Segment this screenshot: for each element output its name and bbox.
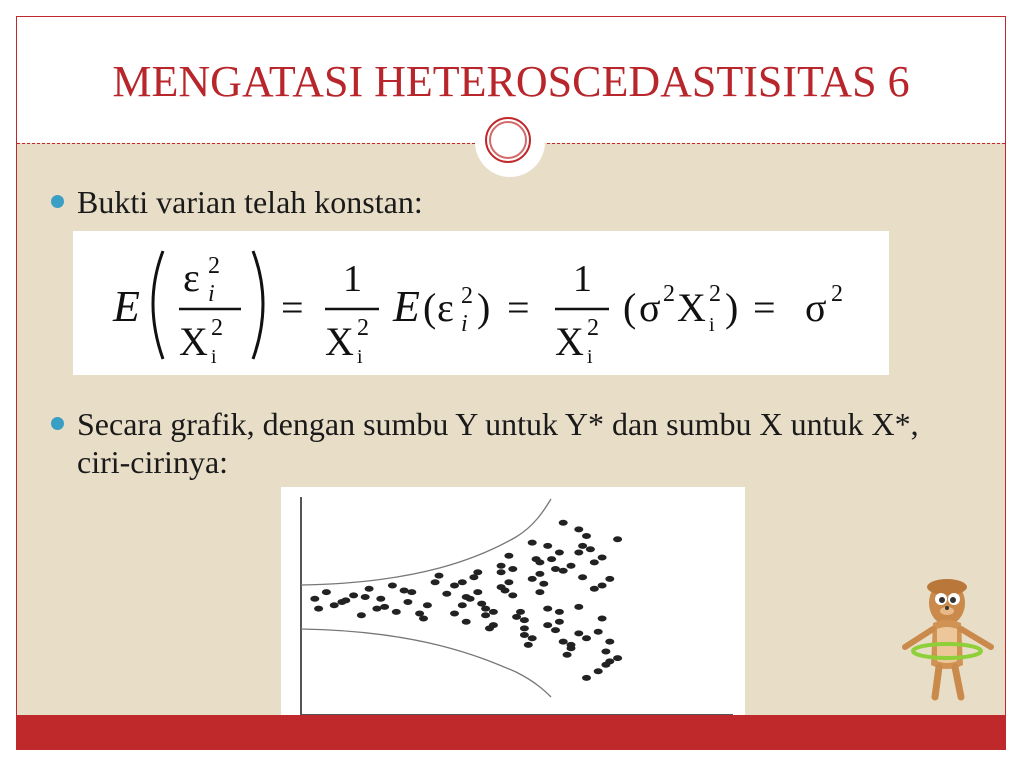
scatter-point <box>349 592 358 598</box>
scatter-point <box>330 602 339 608</box>
scatter-point <box>380 604 389 610</box>
formula-sq5: 2 <box>587 315 599 341</box>
scatter-point <box>590 559 599 565</box>
formula-sigma2: σ <box>805 285 827 330</box>
scatter-point <box>598 616 607 622</box>
scatter-point <box>392 609 401 615</box>
scatter-point <box>504 579 513 585</box>
formula-sq4: 2 <box>461 283 473 309</box>
formula-svg <box>73 231 889 375</box>
scatter-points <box>310 520 622 681</box>
scatter-point <box>520 625 529 631</box>
scatter-point <box>598 555 607 561</box>
scatter-point <box>551 566 560 572</box>
scatter-point <box>543 622 552 628</box>
scatter-point <box>559 568 568 574</box>
formula-i1: i <box>208 281 215 307</box>
scatter-point <box>341 597 350 603</box>
scatter-point <box>582 533 591 539</box>
scatter-point <box>578 574 587 580</box>
formula-sq8: 2 <box>831 281 843 307</box>
formula-eq3: = <box>753 285 776 330</box>
scatter-point <box>574 604 583 610</box>
formula-one1: 1 <box>343 258 362 300</box>
scatter-point <box>489 622 498 628</box>
scatter-point <box>415 611 424 617</box>
scatter-point <box>559 639 568 645</box>
scatter-point <box>497 569 506 575</box>
formula-image <box>73 231 889 375</box>
scatter-point <box>365 586 374 592</box>
formula-i2: i <box>211 346 217 368</box>
slide <box>16 16 1006 750</box>
formula-X3: X <box>555 319 584 364</box>
formula-X4: X <box>677 285 706 330</box>
scatter-point <box>567 563 576 569</box>
formula-i6: i <box>709 314 715 336</box>
scatter-point <box>582 675 591 681</box>
scatter-point <box>535 571 544 577</box>
formula-lp2: ( <box>623 285 637 330</box>
bullet-text: Bukti varian telah konstan: <box>77 184 423 220</box>
scatter-point <box>376 596 385 602</box>
scatter-point <box>442 591 451 597</box>
formula-i4: i <box>461 311 468 337</box>
formula-i3: i <box>357 346 363 368</box>
formula-eq1: = <box>281 285 304 330</box>
scatter-point <box>477 601 486 607</box>
scatter-point <box>361 594 370 600</box>
scatter-point <box>555 550 564 556</box>
scatter-point <box>462 594 471 600</box>
lower-envelope <box>301 629 551 697</box>
formula-one2: 1 <box>573 258 592 300</box>
scatter-point <box>520 617 529 623</box>
scatter-point <box>310 596 319 602</box>
scatter-point <box>423 602 432 608</box>
scatter-point <box>516 609 525 615</box>
scatter-point <box>578 543 587 549</box>
scatter-point <box>594 629 603 635</box>
scatter-point <box>508 592 517 598</box>
formula-E1: E <box>113 282 140 331</box>
scatter-point <box>400 588 409 594</box>
scatter-point <box>473 589 482 595</box>
scatter-point <box>613 655 622 661</box>
scatter-point <box>555 619 564 625</box>
scatter-chart <box>281 487 745 729</box>
formula-sq6: 2 <box>663 281 675 307</box>
formula-eps1: ε <box>183 255 200 300</box>
bullet-dot-icon <box>51 417 64 430</box>
formula-eq2: = <box>507 285 530 330</box>
scatter-point <box>528 576 537 582</box>
scatter-point <box>314 606 323 612</box>
scatter-point <box>497 563 506 569</box>
footer-bar <box>17 715 1005 749</box>
scatter-point <box>590 586 599 592</box>
scatter-point <box>563 652 572 658</box>
scatter-point <box>594 668 603 674</box>
scatter-point <box>535 559 544 565</box>
scatter-point <box>535 589 544 595</box>
bullet-item-2 <box>57 405 977 481</box>
scatter-point <box>435 573 444 579</box>
scatter-point <box>357 612 366 618</box>
scatter-point <box>601 649 610 655</box>
scatter-point <box>388 583 397 589</box>
scatter-point <box>407 589 416 595</box>
formula-sq1: 2 <box>208 253 220 279</box>
scatter-point <box>458 579 467 585</box>
scatter-point <box>458 602 467 608</box>
scatter-point <box>322 589 331 595</box>
scatter-point <box>481 612 490 618</box>
scatter-point <box>559 520 568 526</box>
scatter-point <box>598 583 607 589</box>
scatter-point <box>605 576 614 582</box>
formula-sq7: 2 <box>709 281 721 307</box>
formula-X1: X <box>179 319 208 364</box>
scatter-point <box>605 639 614 645</box>
scatter-point <box>450 611 459 617</box>
formula-i5: i <box>587 346 593 368</box>
scatter-point <box>462 619 471 625</box>
scatter-point <box>586 546 595 552</box>
scatter-point <box>539 581 548 587</box>
formula-sq2: 2 <box>211 315 223 341</box>
upper-envelope <box>301 499 551 585</box>
scatter-point <box>524 642 533 648</box>
bullet-dot-icon <box>51 195 64 208</box>
formula-lp1: ( <box>423 285 437 330</box>
formula-sigma1: σ <box>639 285 661 330</box>
scatter-point <box>574 630 583 636</box>
scatter-point <box>567 645 576 651</box>
scatter-point <box>547 556 556 562</box>
slide-title: MENGATASI HETEROSCEDASTISITAS 6 <box>112 57 910 106</box>
bullet-text: Secara grafik, dengan sumbu Y untuk Y* dan sumbu X untuk X*, ciri-cirinya: <box>77 406 919 480</box>
scatter-point <box>450 583 459 589</box>
scatter-point <box>489 609 498 615</box>
scatter-point <box>613 536 622 542</box>
scatter-point <box>543 606 552 612</box>
formula-E2: E <box>393 282 420 331</box>
scatter-point <box>551 627 560 633</box>
scatter-point <box>555 609 564 615</box>
scatter-point <box>520 632 529 638</box>
scatter-point <box>508 566 517 572</box>
scatter-point <box>403 599 412 605</box>
scatter-point <box>582 635 591 641</box>
formula-rp2: ) <box>725 285 739 330</box>
scatter-point <box>543 543 552 549</box>
scatter-point <box>528 635 537 641</box>
scatter-point <box>372 606 381 612</box>
scatter-svg <box>281 487 745 729</box>
scatter-point <box>528 540 537 546</box>
formula-rp1: ) <box>477 285 491 330</box>
scatter-point <box>574 550 583 556</box>
bullet-item-1 <box>57 183 957 221</box>
scatter-point <box>605 658 614 664</box>
scatter-point <box>574 526 583 532</box>
formula-X2: X <box>325 319 354 364</box>
formula-sq3: 2 <box>357 315 369 341</box>
scatter-point <box>431 579 440 585</box>
scatter-point <box>469 574 478 580</box>
divider-ornament-icon <box>481 113 539 171</box>
scatter-point <box>501 588 510 594</box>
formula-eps2: ε <box>437 285 454 330</box>
scatter-point <box>504 553 513 559</box>
meerkat-hula-hoop-icon <box>897 573 999 705</box>
